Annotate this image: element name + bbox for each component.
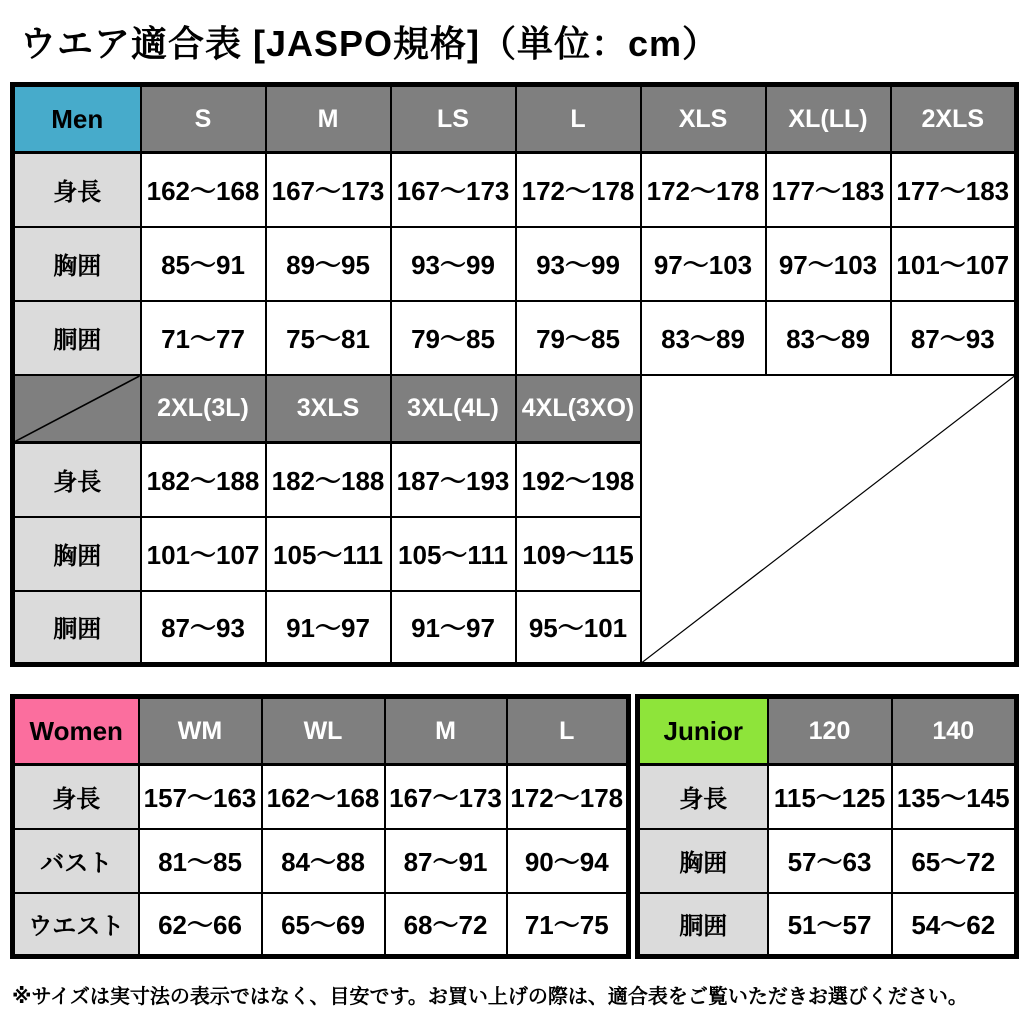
footer-disclaimer: ※サイズは実寸法の表示ではなく、目安です。お買い上げの際は、適合表をご覧いただきお選びください。 xyxy=(12,986,968,1008)
men-size-header: LS xyxy=(391,85,516,153)
size-value-cell: 177〜183 xyxy=(766,153,891,227)
women-size-table xyxy=(10,694,631,959)
row-label: 身長 xyxy=(638,765,768,829)
women-size-header: M xyxy=(385,697,507,765)
size-value-cell: 167〜173 xyxy=(391,153,516,227)
size-value-cell: 90〜94 xyxy=(507,829,629,893)
size-value-cell: 84〜88 xyxy=(262,829,385,893)
women-corner-cell: Women xyxy=(13,697,139,765)
size-value-cell: 167〜173 xyxy=(385,765,507,829)
men-size-header: S xyxy=(141,85,266,153)
diagonal-line-icon xyxy=(15,376,140,442)
men-size-header: 2XL(3L) xyxy=(141,375,266,443)
size-value-cell: 105〜111 xyxy=(391,517,516,591)
size-value-cell: 115〜125 xyxy=(768,765,892,829)
row-label: ウエスト xyxy=(13,893,139,957)
size-value-cell: 85〜91 xyxy=(141,227,266,301)
men-chest-row xyxy=(13,227,1017,301)
men-size-header: 2XLS xyxy=(891,85,1017,153)
men-waist-row xyxy=(13,301,1017,375)
women-header-row xyxy=(13,697,629,765)
size-value-cell: 91〜97 xyxy=(391,591,516,665)
men-size-header: 4XL(3XO) xyxy=(516,375,641,443)
size-value-cell: 57〜63 xyxy=(768,829,892,893)
row-label: 胸囲 xyxy=(13,517,141,591)
size-value-cell: 187〜193 xyxy=(391,443,516,517)
size-value-cell: 71〜75 xyxy=(507,893,629,957)
junior-size-header: 140 xyxy=(892,697,1017,765)
row-label: 身長 xyxy=(13,765,139,829)
size-value-cell: 172〜178 xyxy=(641,153,766,227)
size-value-cell: 182〜188 xyxy=(266,443,391,517)
size-value-cell: 192〜198 xyxy=(516,443,641,517)
size-value-cell: 101〜107 xyxy=(891,227,1017,301)
size-value-cell: 87〜93 xyxy=(891,301,1017,375)
size-value-cell: 162〜168 xyxy=(141,153,266,227)
junior-waist-row xyxy=(638,893,1017,957)
size-value-cell: 162〜168 xyxy=(262,765,385,829)
junior-size-table xyxy=(635,694,1019,959)
size-value-cell: 51〜57 xyxy=(768,893,892,957)
size-value-cell: 97〜103 xyxy=(766,227,891,301)
men-size-header: XLS xyxy=(641,85,766,153)
size-value-cell: 135〜145 xyxy=(892,765,1017,829)
men-size-table xyxy=(10,82,1019,667)
women-waist-row xyxy=(13,893,629,957)
row-label: 胸囲 xyxy=(638,829,768,893)
row-label: 身長 xyxy=(13,153,141,227)
size-value-cell: 95〜101 xyxy=(516,591,641,665)
size-value-cell: 172〜178 xyxy=(507,765,629,829)
size-value-cell: 182〜188 xyxy=(141,443,266,517)
size-value-cell: 71〜77 xyxy=(141,301,266,375)
women-bust-row xyxy=(13,829,629,893)
junior-corner-cell: Junior xyxy=(638,697,768,765)
men-size-header: XL(LL) xyxy=(766,85,891,153)
junior-header-row xyxy=(638,697,1017,765)
women-size-header: WL xyxy=(262,697,385,765)
size-value-cell: 87〜91 xyxy=(385,829,507,893)
men-size-header: M xyxy=(266,85,391,153)
row-label: バスト xyxy=(13,829,139,893)
size-value-cell: 65〜72 xyxy=(892,829,1017,893)
men-size-header: 3XL(4L) xyxy=(391,375,516,443)
size-value-cell: 83〜89 xyxy=(766,301,891,375)
junior-height-row xyxy=(638,765,1017,829)
men-header-row-1 xyxy=(13,85,1017,153)
size-value-cell: 79〜85 xyxy=(516,301,641,375)
junior-chest-row xyxy=(638,829,1017,893)
size-value-cell: 93〜99 xyxy=(516,227,641,301)
men-height-row xyxy=(13,153,1017,227)
size-value-cell: 87〜93 xyxy=(141,591,266,665)
empty-diagonal-region xyxy=(641,375,1017,665)
men-size-header: L xyxy=(516,85,641,153)
size-value-cell: 177〜183 xyxy=(891,153,1017,227)
size-value-cell: 68〜72 xyxy=(385,893,507,957)
size-value-cell: 101〜107 xyxy=(141,517,266,591)
size-value-cell: 81〜85 xyxy=(139,829,262,893)
size-value-cell: 105〜111 xyxy=(266,517,391,591)
row-label: 胴囲 xyxy=(13,591,141,665)
size-value-cell: 157〜163 xyxy=(139,765,262,829)
junior-size-header: 120 xyxy=(768,697,892,765)
size-value-cell: 65〜69 xyxy=(262,893,385,957)
size-value-cell: 62〜66 xyxy=(139,893,262,957)
row-label: 胴囲 xyxy=(13,301,141,375)
size-value-cell: 83〜89 xyxy=(641,301,766,375)
women-height-row xyxy=(13,765,629,829)
size-value-cell: 54〜62 xyxy=(892,893,1017,957)
size-value-cell: 172〜178 xyxy=(516,153,641,227)
size-value-cell: 93〜99 xyxy=(391,227,516,301)
men-corner-cell: Men xyxy=(13,85,141,153)
size-value-cell: 89〜95 xyxy=(266,227,391,301)
size-value-cell: 109〜115 xyxy=(516,517,641,591)
row-label: 胸囲 xyxy=(13,227,141,301)
row-label: 身長 xyxy=(13,443,141,517)
men-size-header: 3XLS xyxy=(266,375,391,443)
size-value-cell: 91〜97 xyxy=(266,591,391,665)
size-value-cell: 79〜85 xyxy=(391,301,516,375)
diagonal-corner-cell xyxy=(13,375,141,443)
page-title: ウエア適合表 [JASPO規格]（単位：cm） xyxy=(20,23,720,64)
size-value-cell: 97〜103 xyxy=(641,227,766,301)
women-size-header: WM xyxy=(139,697,262,765)
women-size-header: L xyxy=(507,697,629,765)
diagonal-line-icon xyxy=(642,376,1015,663)
size-value-cell: 75〜81 xyxy=(266,301,391,375)
men-header-row-2 xyxy=(13,375,1017,443)
row-label: 胴囲 xyxy=(638,893,768,957)
size-value-cell: 167〜173 xyxy=(266,153,391,227)
